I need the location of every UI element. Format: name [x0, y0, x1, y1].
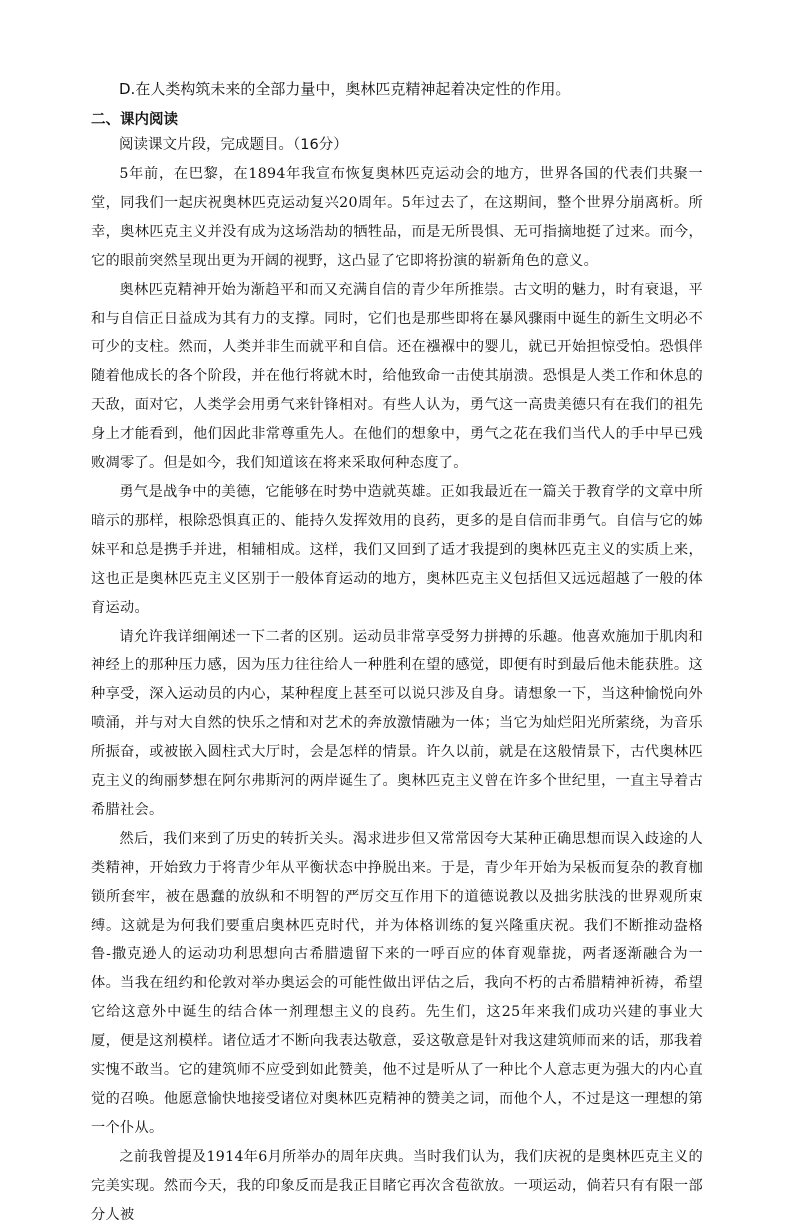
section-instruction: 阅读课文片段，完成题目。（16分） [119, 137, 348, 153]
passage-paragraph-6: 之前我曾提及1914年6月所举办的周年庆典。当时我们认为，我们庆祝的是奥林匹克主义的完美实现。然而今天，我的印象反而是我正目睹它再次含苞欲放。一项运动，倘若只有有限一部分人被 [91, 1148, 703, 1223]
page-content [91, 76, 703, 1230]
passage-paragraph-4: 请允许我详细阐述一下二者的区别。运动员非常享受努力拼搏的乐趣。他喜欢施加于肌肉和神经上的那种压力感，因为压力往往给人一种胜利在望的感觉，即便有时到最后他未能获胜。这种享受，深入运动员的内心，某种程度上甚至可以说只涉及自身。请想象一下，当这种愉悦向外喷涌，并与对大自然的快乐之情和对艺术的奔放激情融为一体；当它为灿烂阳光所萦绕，为音乐所振奋，或被嵌入圆柱式大厅时，会是怎样的情景。许久以前，就是在这般情景下，古代奥林匹克主义的绚丽梦想在阿尔弗斯河的两岸诞生了。奥林匹克主义曾在许多个世纪里，一直主导着古希腊社会。 [91, 628, 703, 818]
passage-paragraph-3: 勇气是战争中的美德，它能够在时势中造就英雄。正如我最近在一篇关于教育学的文章中所暗示的那样，根除恐惧真正的、能持久发挥效用的良药，更多的是自信而非勇气。自信与它的姊妹平和总是携手并进，相辅相成。这样，我们又回到了适才我提到的奥林匹克主义的实质上来，这也正是奥林匹克主义区别于一般体育运动的地方，奥林匹克主义包括但又远远超越了一般的体育运动。 [91, 483, 703, 616]
passage-paragraph-5: 然后，我们来到了历史的转折关头。渴求进步但又常常因夸大某种正确思想而误入歧途的人类精神，开始致力于将青少年从平衡状态中挣脱出来。于是，青少年开始为呆板而复杂的教育枷锁所套牢，被在愚蠢的放纵和不明智的严厉交互作用下的道德说教以及拙劣肤浅的世界观所束缚。这就是为何我们要重启奥林匹克时代，并为体格训练的复兴隆重庆祝。我们不断推动盎格鲁-撒克逊人的运动功利思想向古希腊遗留下来的一呼百应的体育观靠拢，两者逐渐融合为一体。当我在纽约和伦敦对举办奥运会的可能性做出评估之后，我向不朽的古希腊精神祈祷，希望它给这意外中诞生的结合体一剂理想主义的良药。先生们，这25年来我们成功兴建的事业大厦，便是这剂模样。诸位适才不断向我表达敬意，妥这敬意是针对我这建筑师而来的话，那我着实愧不敢当。它的建筑师不应受到如此赞美，他不过是听从了一种比个人意志更为强大的内心直觉的召唤。他愿意愉快地接受诸位对奥林匹克精神的赞美之词，而他个人，不过是这一理想的第一个仆从。 [91, 830, 703, 1136]
passage-paragraph-2: 奥林匹克精神开始为渐趋平和而又充满自信的青少年所推崇。古文明的魅力，时有衰退，平和与自信正日益成为其有力的支撑。同时，它们也是那些即将在暴风骤雨中诞生的新生文明必不可少的支柱。然而，人类并非生而就平和自信。还在襁褓中的婴儿，就已开始担惊受怕。恐惧伴随着他成长的各个阶段，并在他行将就木时，给他致命一击使其崩溃。恐惧是人类工作和休息的天敌，面对它，人类学会用勇气来针锋相对。有些人认为，勇气这一高贵美德只有在我们的祖先身上才能看到，他们因此非常尊重先人。在他们的想象中，勇气之花在我们当代人的手中早已残败凋零了。但是如今，我们知道该在将来采取何种态度了。 [91, 281, 703, 472]
passage-paragraph-1: 5年前，在巴黎，在1894年我宣布恢复奥林匹克运动会的地方，世界各国的代表们共聚一堂，同我们一起庆祝奥林匹克运动复兴20周年。5年过去了，在这期间，整个世界分崩离析。所幸，奥林匹克主义并没有成为这场浩劫的牺牲品，而是无所畏惧、无可指摘地挺了过来。而今，它的眼前突然呈现出更为开阔的视野，这凸显了它即将扮演的崭新角色的意义。 [91, 166, 703, 269]
section-heading: 二、课内阅读 [91, 112, 178, 128]
answer-option-d: D.在人类构筑未来的全部力量中，奥林匹克精神起着决定性的作用。 [119, 80, 571, 98]
